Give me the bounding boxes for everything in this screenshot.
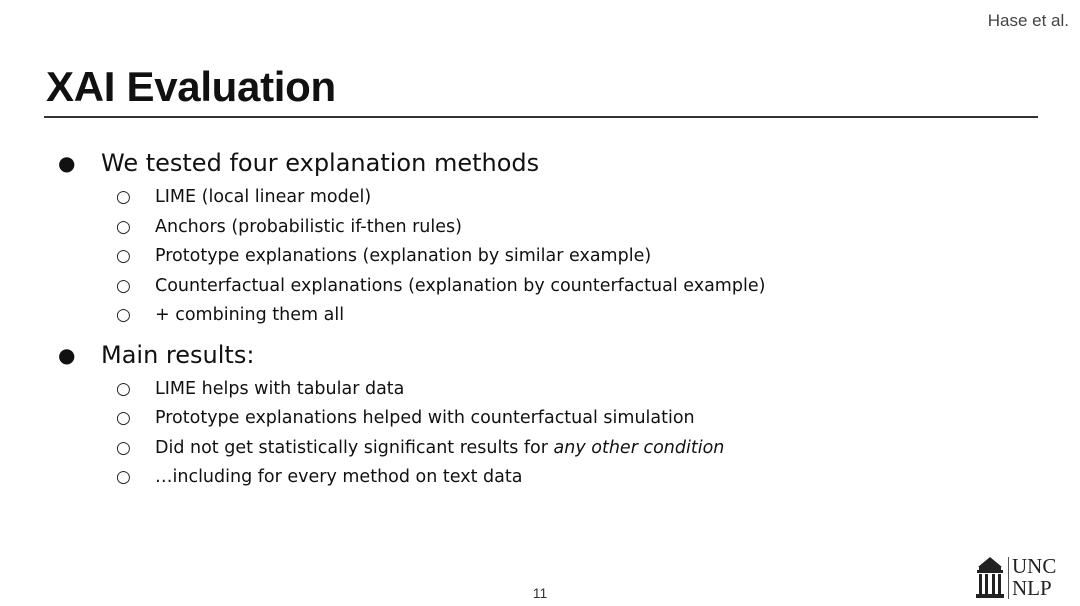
sub-bullet-text — [155, 434, 724, 463]
bullet-list — [58, 145, 1038, 493]
sub-bullet-item — [58, 272, 1038, 302]
bullet-circle-icon: ○ — [116, 216, 131, 237]
bullet-circle-icon: ○ — [116, 187, 131, 207]
bullet-dot-icon: ● — [58, 342, 76, 367]
sub-bullet-item — [58, 434, 1038, 464]
page-number: 11 — [532, 585, 548, 601]
logo-divider — [1008, 557, 1009, 599]
sub-bullet-item — [58, 213, 1038, 243]
bullet-circle-icon: ○ — [116, 305, 131, 325]
bullet-circle-icon: ○ — [116, 246, 131, 266]
bullet-circle-icon: ○ — [116, 275, 131, 296]
sub-bullet-text: LIME (local linear model) — [155, 187, 372, 207]
old-well-icon — [974, 555, 1006, 601]
sub-bullet-item — [58, 242, 1038, 272]
sub-bullet-text: LIME helps with tabular data — [155, 378, 405, 399]
sub-bullet-text-plain: Did not get statistically significant results for — [155, 437, 554, 458]
citation: Hase et al. — [987, 11, 1069, 30]
sub-bullet-item — [58, 183, 1038, 213]
bullet-section — [58, 145, 1038, 331]
sub-bullet-text: Prototype explanations helped with counterfactual simulation — [155, 408, 695, 428]
sub-bullet-text-emphasis: any other condition — [553, 437, 725, 458]
unc-nlp-logo — [974, 555, 1070, 601]
sub-bullet-text: Prototype explanations (explanation by similar example) — [155, 246, 652, 266]
sub-bullet-list — [58, 183, 1038, 331]
sub-bullet-text: Counterfactual explanations (explanation by counterfactual example) — [155, 275, 766, 296]
sub-bullet-list — [58, 375, 1038, 493]
bullet-circle-icon: ○ — [116, 467, 131, 487]
logo-text — [1012, 555, 1070, 599]
slide-title: XAI Evaluation — [46, 63, 336, 110]
bullet-text: We tested four explanation methods — [101, 149, 540, 177]
logo-text-line2: NLP — [1012, 576, 1052, 600]
sub-bullet-item — [58, 463, 1038, 493]
bullet-circle-icon: ○ — [116, 408, 131, 428]
bullet-circle-icon: ○ — [116, 378, 131, 399]
slide-content — [58, 145, 1038, 499]
sub-bullet-text: Anchors (probabilistic if-then rules) — [155, 216, 462, 237]
bullet-section — [58, 337, 1038, 493]
bullet-text: Main results: — [101, 340, 255, 369]
logo-text-line1: UNC — [1012, 554, 1057, 578]
sub-bullet-item — [58, 301, 1038, 331]
sub-bullet-item — [58, 375, 1038, 405]
sub-bullet-text: …including for every method on text data — [155, 467, 523, 487]
bullet-dot-icon: ● — [58, 151, 76, 175]
title-divider — [44, 116, 1038, 118]
bullet-circle-icon: ○ — [116, 437, 131, 458]
sub-bullet-item — [58, 404, 1038, 434]
sub-bullet-text: + combining them all — [155, 305, 345, 325]
